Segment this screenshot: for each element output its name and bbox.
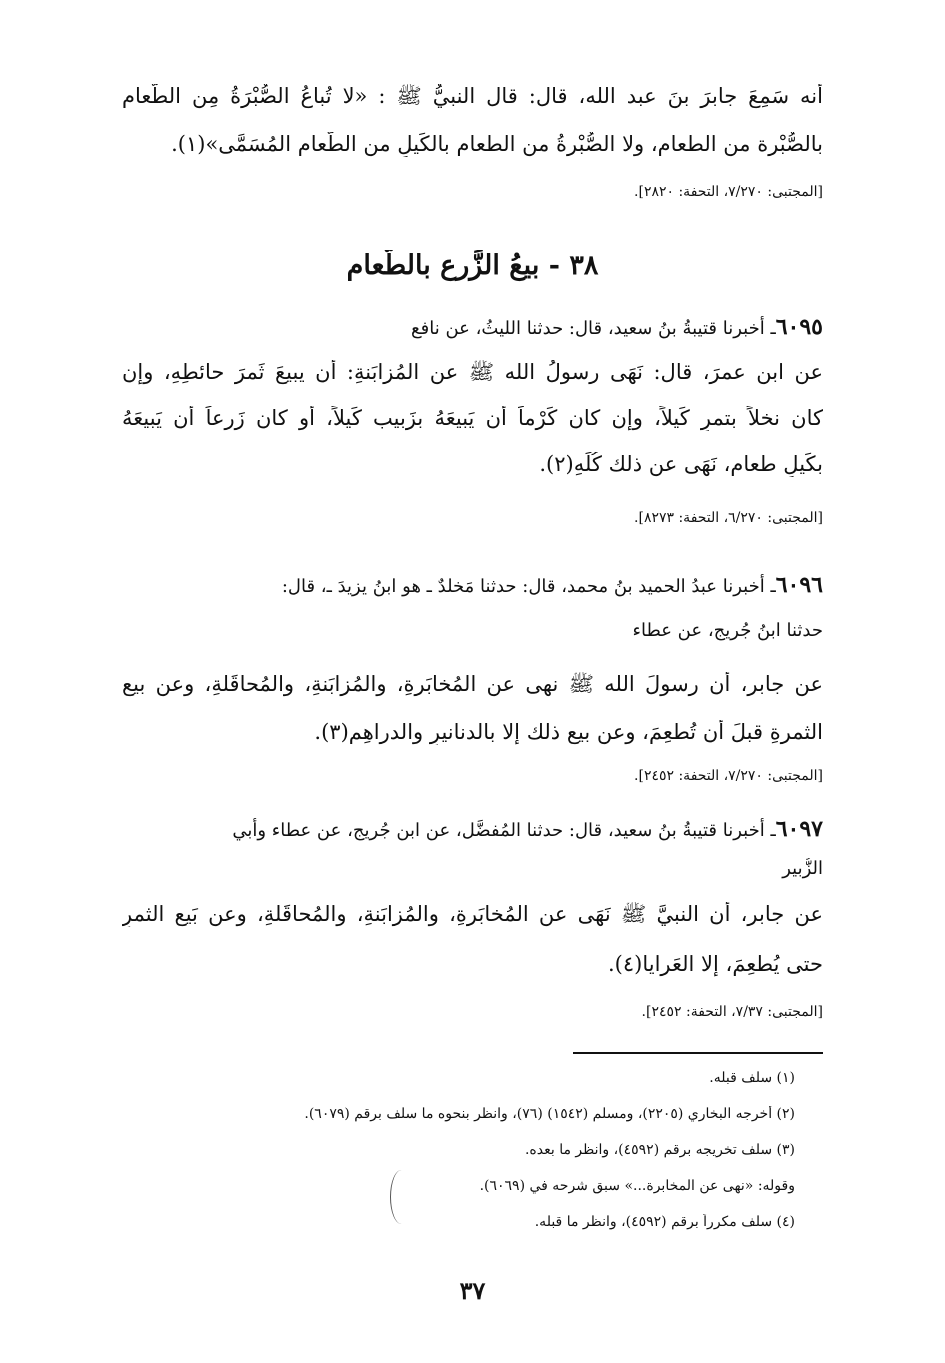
section-title: ٣٨ - بيعُ الزَّرعِ بالطَّعام (346, 250, 599, 281)
hadith-6095-isnad (122, 314, 823, 340)
hadith-6095-text-2: كان نخلاً بتمرٍ كَيلاً، وإن كان كَرْماً أن يَبيعَهُ بزَبيب كَيلاً، أو كان زَرعاً أن يَبيعَهُ (122, 406, 823, 430)
footnote-1: (١) سلف قبله. (709, 1070, 795, 1086)
footnote-3: (٣) سلف تخريجه برقم (٤٥٩٢)، وانظر ما بعده. (524, 1142, 795, 1158)
hadith-6095-text-3: بكَيلِ طعامٍ، نَهَى عن ذلك كُلِّهِ(٢). (539, 452, 823, 476)
hadith-6096-text-1: عن جابر، أن رسولَ الله ﷺ نهى عن المُخابَرةِ، والمُزابَنةِ، والمُحاقَلةِ، وعن بيعِ (122, 672, 823, 696)
hadith-6096-text-2: الثمرةِ قبلَ أن تُطعِمَ، وعن بيع ذلك إلا بالدنانيرِ والدراهِمِ(٣). (314, 720, 823, 744)
hadith-6097-text-1: عن جابر، أن النبيَّ ﷺ نَهَى عن المُخابَرةِ، والمُزابَنةِ، والمُحاقَلةِ، وعن بَيعِ الثمرِ (122, 902, 823, 926)
footnote-4: (٤) سلف مكرراً برقم (٤٥٩٢)، وانظر ما قبله. (534, 1214, 795, 1230)
source-reference: [المجتبى: ٧/٢٧٠، التحفة: ٢٤٥٢]. (634, 768, 823, 784)
source-reference: [المجتبى: ٦/٢٧٠، التحفة: ٨٢٧٣]. (634, 510, 823, 526)
hadith-number: ٦٠٩٦ (775, 572, 823, 598)
hadith-isnad-text: ـ أخبرنا قتيبةُ بنُ سعيد، قال: حدثنا المُفضَّل، عن ابن جُريج، عن عطاء وأبي (232, 820, 776, 841)
source-reference: [المجتبى: ٧/٣٧، التحفة: ٢٤٥٢]. (641, 1004, 823, 1020)
hadith-isnad-text: ـ أخبرنا عبدُ الحميد بنُ محمد، قال: حدثنا مَخلدٌ ـ هو ابنُ يزيدَ ـ، قال: (281, 576, 776, 597)
hadith-6096-isnad-2: حدثنا ابنُ جُريج، عن عطاء (632, 620, 823, 641)
footnote-3-continued: وقوله: «نهى عن المخابرة...» سبق شرحه في (٦٠٦٩). (479, 1178, 795, 1194)
continuation-line-1: أنه سَمِعَ جابرَ بنَ عبد الله، قال: قال النبيُّ ﷺ : «لا تُباعُ الصُّبْرَةُ مِن الطَّعامِ (122, 84, 823, 108)
hadith-6096-isnad (122, 572, 823, 598)
hadith-number: ٦٠٩٥ (775, 314, 823, 340)
hadith-6095-text-1: عن ابنِ عمرَ، قال: نَهَى رسولُ الله ﷺ عن المُزابَنةِ: أن يبيعَ ثَمرَ حائطِهِ، وإن (122, 360, 823, 384)
source-reference: [المجتبى: ٧/٢٧٠، التحفة: ٢٨٢٠]. (634, 184, 823, 200)
hadith-number: ٦٠٩٧ (775, 816, 823, 842)
hadith-6097-isnad (122, 816, 823, 842)
page-number: ٣٧ (459, 1276, 486, 1305)
hadith-6097-isnad-2: الزُّبير (782, 858, 823, 879)
continuation-line-2: بالصُّبْرة من الطعام، ولا الصُّبْرةُ من الطعام بالكَيلِ من الطَّعامِ المُسَمَّى»(١). (171, 132, 823, 156)
hadith-6097-text-2: حتى يُطعِمَ، إلا العَرايا(٤). (608, 952, 823, 976)
footnote-2: (٢) أخرجه البخاري (٢٢٠٥)، ومسلم (١٥٤٢) (٧٦)، وانظر بنحوه ما سلف برقم (٦٠٧٩). (304, 1106, 795, 1122)
footnote-divider (573, 1052, 823, 1054)
hadith-isnad-text: ـ أخبرنا قتيبةُ بنُ سعيد، قال: حدثنا الليثُ، عن نافع (411, 318, 776, 339)
